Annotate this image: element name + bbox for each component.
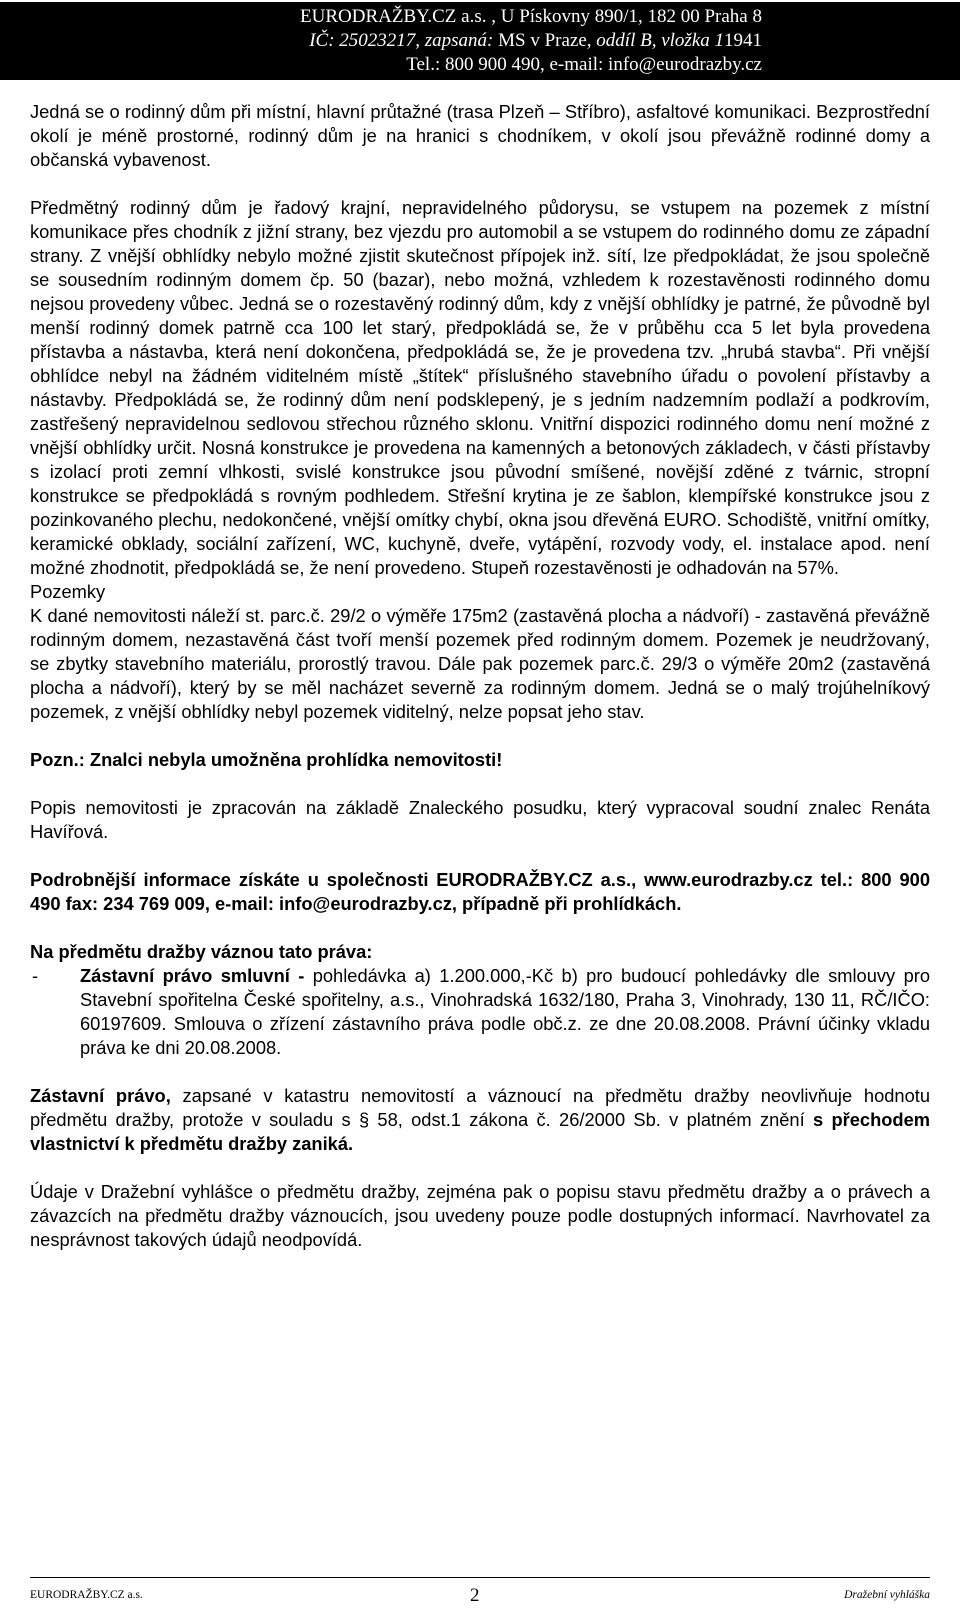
- list-dash: -: [32, 965, 39, 986]
- paragraph-lien: [30, 1084, 930, 1156]
- paragraph-disclaimer: Údaje v Dražební vyhlášce o předmětu dražby, zejména pak o popisu stavu předmětu dražby a o právech a závazcích na předmětu dražby váznoucích, jsou uvedeny pouze podle dostupných informací. Navrhovatel za nesprávnost takových údajů neodpovídá.: [30, 1181, 930, 1250]
- letterhead-company-line: EURODRAŽBY.CZ a.s. , U Pískovny 890/1, 182 00 Praha 8: [300, 6, 762, 27]
- list-item-text: [80, 964, 930, 1060]
- paragraph-location: Jedná se o rodinný dům při místní, hlavní průtažné (trasa Plzeň – Stříbro), asfaltové komunikaci. Bezprostřední okolí je méně prostorné, rodinný dům je na hranici s chodníkem, v okolí jsou převážně rodinné domy a občanská vybavenost.: [30, 101, 930, 170]
- page-footer: [0, 1577, 960, 1607]
- paragraph-land: K dané nemovitosti náleží st. parc.č. 29/2 o výměře 175m2 (zastavěná plocha a nádvoří) - zastavěná převážně rodinným domem, nezastavěná část tvoří menší pozemek před rodinným domem. Pozemek je neudržovaný, se zbytky stavebního materiálu, prorostlý travou. Dále pak pozemek parc.č. 29/3 o výměře 20m2 (zastavěná plocha a nádvoří), který by se měl nacházet severně za rodinným domem. Jedná se o malý trojúhelníkový pozemek, z vnější obhlídky nebyl pozemek viditelný, nelze popsat jeho stav.: [30, 605, 930, 722]
- lien-title: Zástavní právo,: [30, 1085, 171, 1106]
- note-no-inspection: Pozn.: Znalci nebyla umožněna prohlídka nemovitosti!: [30, 749, 503, 770]
- list-item-detail: pohledávka a) 1.200.000,-Kč b) pro budoucí pohledávky dle smlouvy pro Stavební spořitelna České spořitelny, a.s., Vinohradská 1632/180, Praha 3, Vinohrady, 130 11, RČ/IČO: 60197609. Smlouva o zřízení zástavního práva podle obč.z. ze dne 20.08.2008. Právní účinky vkladu práva ke dni 20.08.2008.: [80, 965, 930, 1058]
- paragraph-house-description: Předmětný rodinný dům je řadový krajní, nepravidelného půdorysu, se vstupem na pozemek z místní komunikace přes chodník z jižní strany, bez vjezdu pro automobil a se vstupem do rodinného domu ze západní strany. Z vnější obhlídky nebylo možné zjistit skutečnost přípojek inž. sítí, lze předpokládat, že jsou společně se sousedním rodinným domem čp. 50 (bazar), nebo možná, vzhledem k rozestavěnosti rodinného domu nejsou provedeny vůbec. Jedná se o rozestavěný rodinný dům, kdy z vnější obhlídky je patrné, že původně byl menší rodinný domek patrně cca 100 let starý, předpokládá se, že v průběhu cca 5 let byla provedena přístavba a nástavba, která není dokončena, předpokládá se, že je provedena tzv. „hrubá stavba“. Při vnější obhlídce nebyl na žádném viditelném místě „štítek“ příslušného stavebního úřadu o povolení přístavby a nástavby. Předpokládá se, že rodinný dům není podsklepený, je s jedním nadzemním podlaží a podkrovím, zastřešený nepravidelnou sedlovou střechou různého sklonu. Vnitřní dispozici rodinného domu není možné z vnější obhlídky určit. Nosná konstrukce je provedena na kamenných a betonových základech, v části přístavby s izolací proti zemní vlhkosti, svislé konstrukce jsou původní smíšené, novější zděné z tvárnic, stropní konstrukce se předpokládá s rovným podhledem. Střešní krytina je ze šablon, klempířské konstrukce jsou z pozinkovaného plechu, nedokončené, vnější omítky chybí, okna jsou dřevěná EURO. Schodiště, vnitřní omítky, keramické obklady, sociální zařízení, WC, kuchyně, dveře, vytápění, rozvody vody, el. instalace apod. není možné zhodnotit, předpokládá se, že není provedeno. Stupeň rozestavěnosti je odhadován na 57%.: [30, 197, 930, 578]
- letterhead-section: oddíl B, vložka 1: [596, 30, 724, 51]
- document-body: [30, 100, 930, 1252]
- letterhead-registration-line: [0, 29, 960, 53]
- letterhead: [0, 2, 960, 80]
- heading-rights: Na předmětu dražby váznou tato práva:: [30, 941, 373, 962]
- lien-text: zapsané v katastru nemovitostí a váznoucí na předmětu dražby neovlivňuje hodnotu předmětu dražby, protože v souladu s § 58, odst.1 zákona č. 26/2000 Sb. v platném znění: [30, 1085, 930, 1130]
- heading-pozemky: Pozemky: [30, 581, 106, 602]
- list-item: [30, 964, 930, 1060]
- list-item-title: Zástavní právo smluvní -: [80, 965, 305, 986]
- letterhead-contact-line: Tel.: 800 900 490, e-mail: info@eurodrazby.cz: [406, 54, 762, 75]
- footer-company: EURODRAŽBY.CZ a.s.: [30, 1589, 143, 1601]
- letterhead-number: 1941: [724, 30, 762, 51]
- letterhead-ico: IČ: 25023217, zapsaná:: [309, 30, 499, 51]
- lien-conclusion: s přechodem vlastnictví k předmětu dražby zaniká.: [30, 1109, 930, 1154]
- footer-document-title: Dražební vyhláška: [844, 1589, 930, 1601]
- footer-divider: [30, 1577, 930, 1578]
- letterhead-court: MS v Praze,: [498, 30, 597, 51]
- paragraph-source: Popis nemovitosti je zpracován na základě Znaleckého posudku, který vypracoval soudní znalec Renáta Havířová.: [30, 797, 930, 842]
- paragraph-contact-info: Podrobnější informace získáte u společnosti EURODRAŽBY.CZ a.s., www.eurodrazby.cz tel.: 800 900 490 fax: 234 769 009, e-mail: info@eurodrazby.cz, případně při prohlídkách.: [30, 869, 930, 914]
- page-number: 2: [470, 1585, 480, 1606]
